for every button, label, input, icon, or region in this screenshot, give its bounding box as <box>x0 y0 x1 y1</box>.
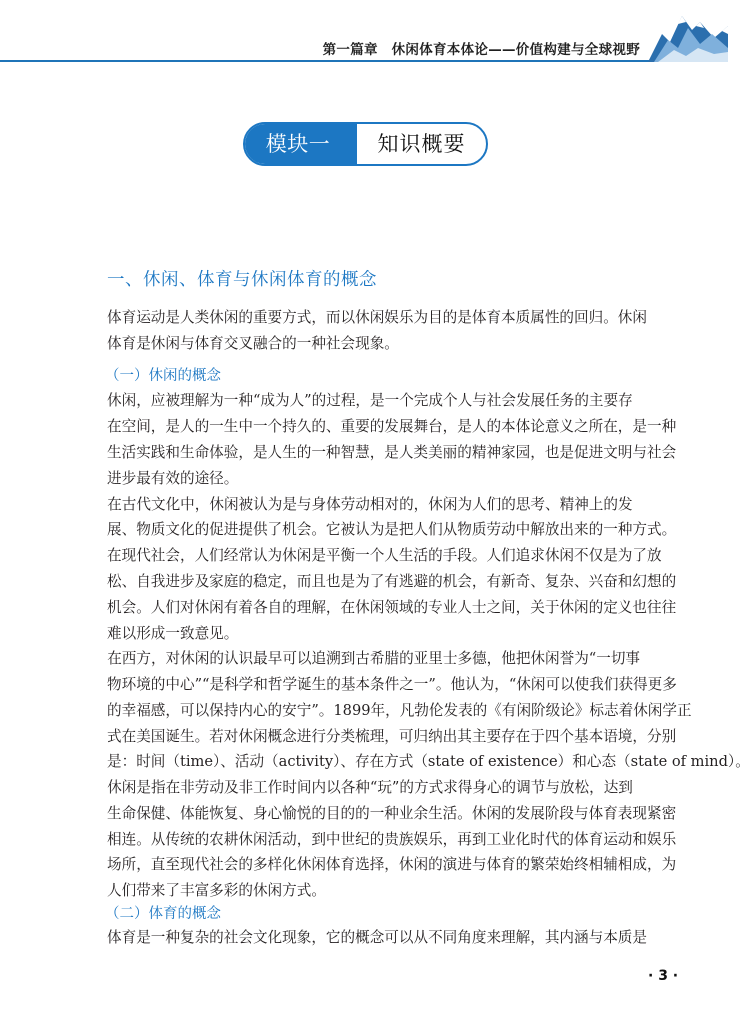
running-header: 第一篇章 休闲体育本体论——价值构建与全球视野 <box>322 42 640 58</box>
mountain-range-icon <box>648 4 728 62</box>
body-line: 难以形成一致意见。 <box>107 625 239 642</box>
body-line: 生活实践和生命体验，是人生的一种智慧，是人类美丽的精神家园，也是促进文明与社会 <box>107 444 677 461</box>
header-rule <box>0 60 728 62</box>
body-line: 式在美国诞生。若对休闲概念进行分类梳理，可归纳出其主要存在于四个基本语境，分别 <box>107 728 677 745</box>
body-line: 的幸福感，可以保持内心的安宁”。1899年，凡勃伦发表的《有闲阶级论》标志着休闲学正 <box>107 702 692 719</box>
body-line: 机会。人们对休闲有着各自的理解，在休闲领域的专业人士之间，关于休闲的定义也往往 <box>107 599 677 616</box>
body-line: 进步最有效的途径。 <box>107 470 239 487</box>
module-banner-left-label: 模块一 <box>265 132 331 156</box>
body-line: 人们带来了丰富多彩的休闲方式。 <box>107 882 326 899</box>
body-line: 在现代社会，人们经常认为休闲是平衡一个人生活的手段。人们追求休闲不仅是为了放 <box>107 547 662 564</box>
section-heading: 一、休闲、体育与休闲体育的概念 <box>107 270 377 290</box>
page-number: · 3 · <box>648 968 679 984</box>
body-line: 在西方，对休闲的认识最早可以追溯到古希腊的亚里士多德，他把休闲誉为“一切事 <box>78 650 641 667</box>
subsection-heading-sport: （二）体育的概念 <box>105 906 221 922</box>
body-line: 是：时间（time）、活动（activity）、存在方式（state of existence）和心态（state of mind）。 <box>107 753 750 770</box>
intro-line: 体育是休闲与体育交叉融合的一种社会现象。 <box>107 335 399 352</box>
body-line: 相连。从传统的农耕休闲活动，到中世纪的贵族娱乐，再到工业化时代的体育运动和娱乐 <box>107 831 677 848</box>
module-banner <box>243 122 488 166</box>
body-line: 物环境的中心”“是科学和哲学诞生的基本条件之一”。他认为，“休闲可以使我们获得更多 <box>107 676 677 693</box>
body-line: 休闲，应被理解为一种“成为人”的过程，是一个完成个人与社会发展任务的主要存 <box>107 392 633 409</box>
body-line: 场所，直至现代社会的多样化休闲体育选择，休闲的演进与体育的繁荣始终相辅相成，为 <box>107 856 677 873</box>
intro-line: 体育运动是人类休闲的重要方式，而以休闲娱乐为目的是体育本质属性的回归。休闲 <box>107 309 647 326</box>
module-banner-right-label: 知识概要 <box>377 132 466 156</box>
subsection-heading-leisure: （一）休闲的概念 <box>105 368 221 384</box>
body-line: 体育是一种复杂的社会文化现象，它的概念可以从不同角度来理解，其内涵与本质是 <box>107 929 647 946</box>
body-line: 在古代文化中，休闲被认为是与身体劳动相对的，休闲为人们的思考、精神上的发 <box>78 496 633 513</box>
body-line: 休闲是指在非劳动及非工作时间内以各种“玩”的方式求得身心的调节与放松，达到 <box>78 779 633 796</box>
body-line: 松、自我进步及家庭的稳定，而且也是为了有逃避的机会，有新奇、复杂、兴奋和幻想的 <box>107 573 677 590</box>
body-line: 生命保健、体能恢复、身心愉悦的目的的一种业余生活。休闲的发展阶段与体育表现紧密 <box>107 805 677 822</box>
body-line: 展、物质文化的促进提供了机会。它被认为是把人们从物质劳动中解放出来的一种方式。 <box>107 521 677 538</box>
body-line: 在空间，是人的一生中一个持久的、重要的发展舞台，是人的本体论意义之所在，是一种 <box>107 418 677 435</box>
